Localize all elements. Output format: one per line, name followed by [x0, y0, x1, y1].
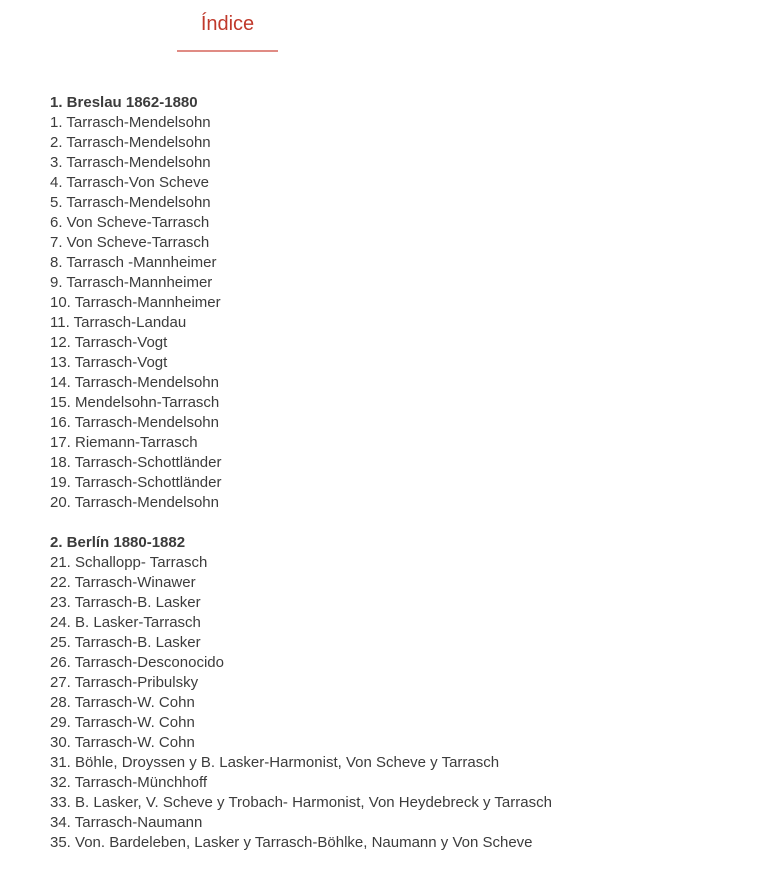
page-title: Índice [200, 13, 255, 35]
game-entry[interactable]: 17. Riemann-Tarrasch [50, 434, 198, 451]
section-heading: 2. Berlín 1880-1882 [50, 534, 186, 551]
section-berlin [50, 533, 750, 853]
game-entry[interactable]: 26. Tarrasch-Desconocido [50, 654, 224, 671]
game-entry[interactable]: 23. Tarrasch-B. Lasker [50, 594, 201, 611]
game-entry[interactable]: 5. Tarrasch-Mendelsohn [50, 194, 211, 211]
game-entry[interactable]: 6. Von Scheve-Tarrasch [50, 214, 210, 231]
game-entry[interactable]: 22. Tarrasch-Winawer [50, 574, 196, 591]
game-entry[interactable]: 18. Tarrasch-Schottländer [50, 454, 222, 471]
game-entry[interactable]: 24. B. Lasker-Tarrasch [50, 614, 201, 631]
game-entry[interactable]: 20. Tarrasch-Mendelsohn [50, 494, 219, 511]
game-entry[interactable]: 15. Mendelsohn-Tarrasch [50, 394, 220, 411]
game-entry[interactable]: 8. Tarrasch -Mannheimer [50, 254, 217, 271]
game-entry[interactable]: 19. Tarrasch-Schottländer [50, 474, 222, 491]
game-entry[interactable]: 28. Tarrasch-W. Cohn [50, 694, 195, 711]
game-entry[interactable]: 25. Tarrasch-B. Lasker [50, 634, 201, 651]
game-entry[interactable]: 4. Tarrasch-Von Scheve [50, 174, 209, 191]
game-entry[interactable]: 7. Von Scheve-Tarrasch [50, 234, 210, 251]
game-entry[interactable]: 27. Tarrasch-Pribulsky [50, 674, 199, 691]
game-entry[interactable]: 30. Tarrasch-W. Cohn [50, 734, 195, 751]
game-entry[interactable]: 32. Tarrasch-Münchhoff [50, 774, 208, 791]
section-heading: 1. Breslau 1862-1880 [50, 94, 198, 111]
game-entry[interactable]: 11. Tarrasch-Landau [50, 314, 187, 331]
game-entry[interactable]: 14. Tarrasch-Mendelsohn [50, 374, 219, 391]
title-underline [177, 50, 278, 52]
game-entry[interactable]: 10. Tarrasch-Mannheimer [50, 294, 221, 311]
game-entry[interactable]: 3. Tarrasch-Mendelsohn [50, 154, 211, 171]
game-entry[interactable]: 21. Schallopp- Tarrasch [50, 554, 208, 571]
index-header [177, 10, 278, 52]
section-breslau [50, 93, 750, 513]
game-entry[interactable]: 29. Tarrasch-W. Cohn [50, 714, 195, 731]
game-entry[interactable]: 12. Tarrasch-Vogt [50, 334, 168, 351]
game-entry[interactable]: 9. Tarrasch-Mannheimer [50, 274, 213, 291]
game-entry[interactable]: 35. Von. Bardeleben, Lasker y Tarrasch-Böhlke, Naumann y Von Scheve [50, 834, 533, 851]
game-entry[interactable]: 31. Böhle, Droyssen y B. Lasker-Harmonist, Von Scheve y Tarrasch [50, 754, 500, 771]
game-entry[interactable]: 16. Tarrasch-Mendelsohn [50, 414, 219, 431]
game-entry[interactable]: 34. Tarrasch-Naumann [50, 814, 203, 831]
game-entry[interactable]: 2. Tarrasch-Mendelsohn [50, 134, 211, 151]
game-entry[interactable]: 1. Tarrasch-Mendelsohn [50, 114, 211, 131]
game-entry[interactable]: 13. Tarrasch-Vogt [50, 354, 168, 371]
game-entry[interactable]: 33. B. Lasker, V. Scheve y Trobach- Harmonist, Von Heydebreck y Tarrasch [50, 794, 552, 811]
index-content [50, 93, 750, 853]
